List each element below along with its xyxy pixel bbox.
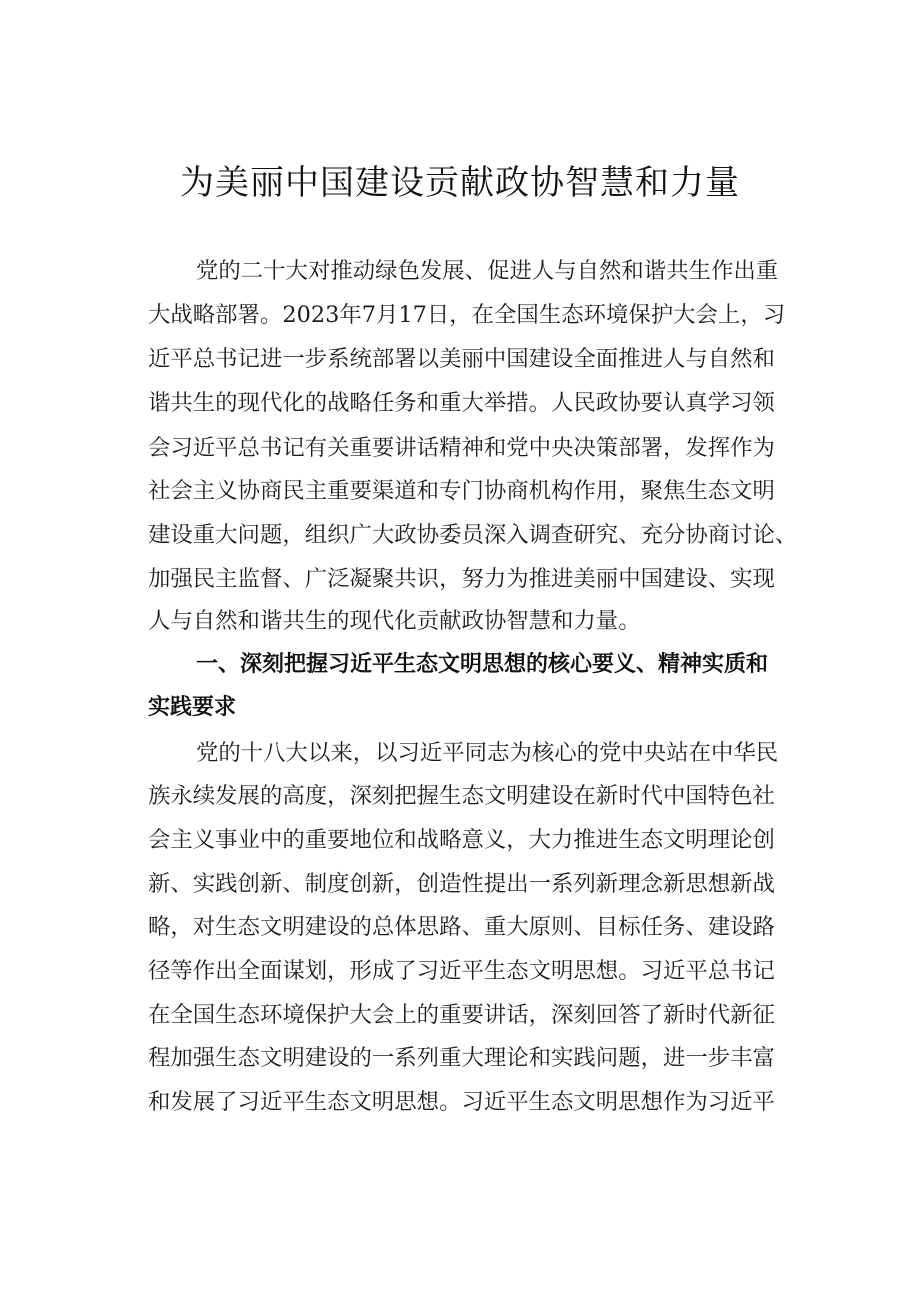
paragraph-1-line-6: 社会主义协商民主重要渠道和专门协商机构作用，聚焦生态文明 <box>148 478 775 504</box>
paragraph-2-line-1: 党的十八大以来，以习近平同志为核心的党中央站在中华民 <box>196 740 779 766</box>
paragraph-2-line-2: 族永续发展的高度，深刻把握生态文明建设在新时代中国特色社 <box>148 783 775 809</box>
paragraph-1-line-4: 谐共生的现代化的战略任务和重大举措。人民政协要认真学习领 <box>148 390 775 416</box>
section-heading-line-1: 一、深刻把握习近平生态文明思想的核心要义、精神实质和 <box>196 652 769 677</box>
section-heading-line-2: 实践要求 <box>148 695 237 720</box>
paragraph-2-line-7: 在全国生态环境保护大会上的重要讲话，深刻回答了新时代新征 <box>148 1002 775 1028</box>
paragraph-1-line-1: 党的二十大对推动绿色发展、促进人与自然和谐共生作出重 <box>196 258 779 284</box>
paragraph-1-line-8: 加强民主监督、广泛凝聚共识，努力为推进美丽中国建设、实现 <box>148 566 775 592</box>
paragraph-2-line-4: 新、实践创新、制度创新，创造性提出一系列新理念新思想新战 <box>148 871 775 897</box>
paragraph-2-line-8: 程加强生态文明建设的一系列重大理论和实践问题，进一步丰富 <box>148 1045 775 1071</box>
paragraph-1-line-7: 建设重大问题，组织广大政协委员深入调查研究、充分协商讨论、 <box>148 522 798 548</box>
paragraph-1-line-2: 大战略部署。2023年7月17日，在全国生态环境保护大会上，习 <box>148 302 786 328</box>
paragraph-2-line-9: 和发展了习近平生态文明思想。习近平生态文明思想作为习近平 <box>148 1089 775 1115</box>
paragraph-2-line-3: 会主义事业中的重要地位和战略意义，大力推进生态文明理论创 <box>148 827 775 853</box>
paragraph-1-line-5: 会习近平总书记有关重要讲话精神和党中央决策部署，发挥作为 <box>148 435 775 461</box>
document-title: 为美丽中国建设贡献政协智慧和力量 <box>180 163 740 203</box>
paragraph-1-line-9: 人与自然和谐共生的现代化贡献政协智慧和力量。 <box>148 608 641 634</box>
paragraph-1-line-3: 近平总书记进一步系统部署以美丽中国建设全面推进人与自然和 <box>148 346 775 372</box>
paragraph-2-line-6: 径等作出全面谋划，形成了习近平生态文明思想。习近平总书记 <box>148 958 775 984</box>
paragraph-2-line-5: 略，对生态文明建设的总体思路、重大原则、目标任务、建设路 <box>148 914 775 940</box>
